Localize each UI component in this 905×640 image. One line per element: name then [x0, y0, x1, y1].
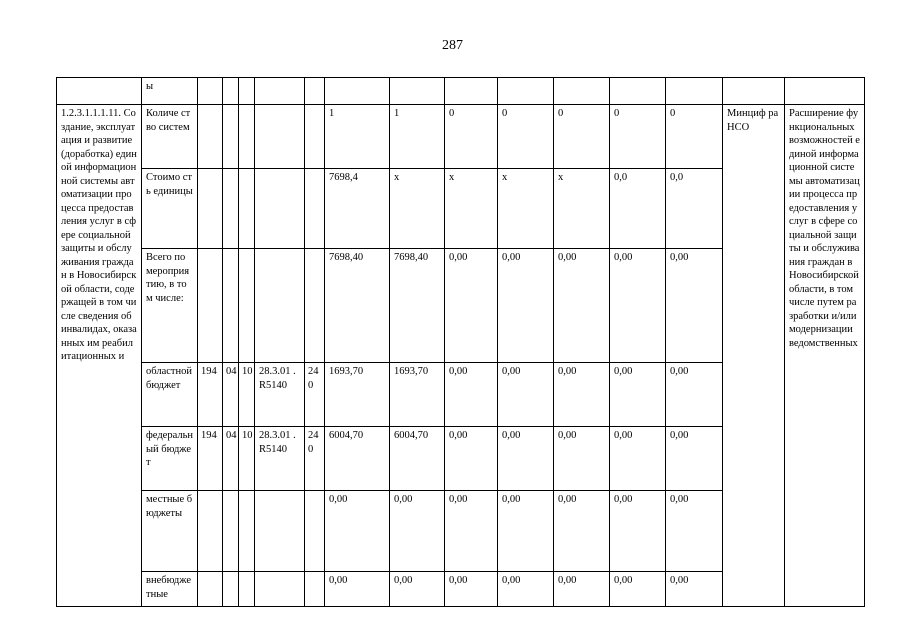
value-cell [390, 78, 445, 105]
pr-code [239, 249, 255, 363]
value-cell: 1 [390, 105, 445, 169]
grbs-code: 194 [198, 363, 223, 427]
vr-code [305, 572, 325, 607]
pr-code [239, 105, 255, 169]
value-cell: 0,00 [498, 363, 554, 427]
executor-cell [723, 78, 785, 105]
rz-code [223, 572, 239, 607]
rz-code [223, 105, 239, 169]
value-cell: 0,00 [554, 572, 610, 607]
value-cell: 0,00 [666, 572, 723, 607]
vr-cell [305, 78, 325, 105]
value-cell: 6004,70 [390, 427, 445, 491]
result: Расширение функциональных возможностей единой информационной системы автоматизации процесса предоставления услуг в сфере социальной защиты и обслуживания граждан в Новосибирской области, в том числе путем разработки и/или модернизации ведомственных [785, 105, 865, 607]
grbs-code [198, 169, 223, 249]
grbs-code [198, 105, 223, 169]
rz-code [223, 249, 239, 363]
value-cell: 7698,40 [325, 249, 390, 363]
value-cell [610, 78, 666, 105]
value-cell: 0 [445, 105, 498, 169]
value-cell: 0,00 [445, 427, 498, 491]
value-cell: 0 [498, 105, 554, 169]
value-cell: 0,00 [445, 249, 498, 363]
value-cell: 0,00 [390, 572, 445, 607]
rz-code [223, 491, 239, 572]
page-number: 287 [442, 38, 463, 53]
rz-code [223, 169, 239, 249]
vr-code [305, 105, 325, 169]
value-cell: 0,00 [554, 363, 610, 427]
value-cell: 0,00 [666, 249, 723, 363]
indicator-label: внебюджетные [142, 572, 198, 607]
rz-code: 04 [223, 427, 239, 491]
value-cell: 0,00 [498, 249, 554, 363]
value-cell: 0,0 [610, 169, 666, 249]
value-cell: 0,00 [610, 427, 666, 491]
pr-code: 10 [239, 427, 255, 491]
value-cell: 0,00 [610, 572, 666, 607]
rz-cell [223, 78, 239, 105]
value-cell: 0,00 [610, 249, 666, 363]
grbs-cell [198, 78, 223, 105]
value-cell: 0 [554, 105, 610, 169]
value-cell: 0,00 [554, 491, 610, 572]
value-cell: x [498, 169, 554, 249]
value-cell: 1693,70 [325, 363, 390, 427]
value-cell: 0,00 [325, 572, 390, 607]
value-cell: 7698,4 [325, 169, 390, 249]
csr-code: 28.3.01 .R5140 [255, 427, 305, 491]
csr-code [255, 572, 305, 607]
value-cell: 0,00 [445, 572, 498, 607]
value-cell: 0,00 [610, 363, 666, 427]
executor: Минциф ра НСО [723, 105, 785, 607]
value-cell [666, 78, 723, 105]
value-cell: x [554, 169, 610, 249]
value-cell: 7698,40 [390, 249, 445, 363]
csr-cell [255, 78, 305, 105]
table-row [57, 78, 865, 105]
csr-code [255, 105, 305, 169]
pr-code: 10 [239, 363, 255, 427]
pr-code [239, 169, 255, 249]
grbs-code: 194 [198, 427, 223, 491]
indicator-label: Количе ство систем [142, 105, 198, 169]
value-cell: 1 [325, 105, 390, 169]
program-table [56, 77, 865, 607]
value-cell: x [445, 169, 498, 249]
indicator-label: областной бюджет [142, 363, 198, 427]
value-cell: 0,0 [666, 169, 723, 249]
value-cell: 0,00 [554, 427, 610, 491]
pr-code [239, 572, 255, 607]
indicator-label: Стоимо сть единицы [142, 169, 198, 249]
value-cell: 6004,70 [325, 427, 390, 491]
vr-code [305, 491, 325, 572]
value-cell: 0,00 [325, 491, 390, 572]
value-cell: 0,00 [498, 572, 554, 607]
csr-code [255, 491, 305, 572]
value-cell: 0,00 [445, 363, 498, 427]
value-cell: 0,00 [666, 427, 723, 491]
value-cell: 0,00 [445, 491, 498, 572]
value-cell [445, 78, 498, 105]
indicator-label: Всего по мероприятию, в том числе: [142, 249, 198, 363]
pr-code [239, 491, 255, 572]
value-cell: 0,00 [554, 249, 610, 363]
result-cell [785, 78, 865, 105]
value-cell [554, 78, 610, 105]
value-cell: 1693,70 [390, 363, 445, 427]
event-title: 1.2.3.1.1.1.11. Создание, эксплуатация и развитие (доработка) единой информационной системы автоматизации процесса предоставления услуг в сфере социальной защиты и обслуживания граждан в Новосибирской области, содержащей в том числе сведения об инвалидах, оказанных им реабилитационных и [57, 105, 142, 607]
vr-code: 240 [305, 427, 325, 491]
value-cell [325, 78, 390, 105]
csr-code: 28.3.01 .R5140 [255, 363, 305, 427]
csr-code [255, 249, 305, 363]
csr-code [255, 169, 305, 249]
grbs-code [198, 249, 223, 363]
indicator-label: федеральный бюджет [142, 427, 198, 491]
indicator-label: ы [142, 78, 198, 105]
vr-code: 240 [305, 363, 325, 427]
value-cell: 0,00 [498, 491, 554, 572]
value-cell: 0,00 [666, 363, 723, 427]
indicator-label: местные бюджеты [142, 491, 198, 572]
value-cell [498, 78, 554, 105]
pr-cell [239, 78, 255, 105]
grbs-code [198, 572, 223, 607]
value-cell: 0,00 [666, 491, 723, 572]
grbs-code [198, 491, 223, 572]
vr-code [305, 169, 325, 249]
value-cell: 0,00 [498, 427, 554, 491]
value-cell: 0 [666, 105, 723, 169]
rz-code: 04 [223, 363, 239, 427]
value-cell: 0,00 [610, 491, 666, 572]
value-cell: 0 [610, 105, 666, 169]
value-cell: 0,00 [390, 491, 445, 572]
value-cell: x [390, 169, 445, 249]
vr-code [305, 249, 325, 363]
event-cell [57, 78, 142, 105]
table-row [57, 105, 865, 169]
